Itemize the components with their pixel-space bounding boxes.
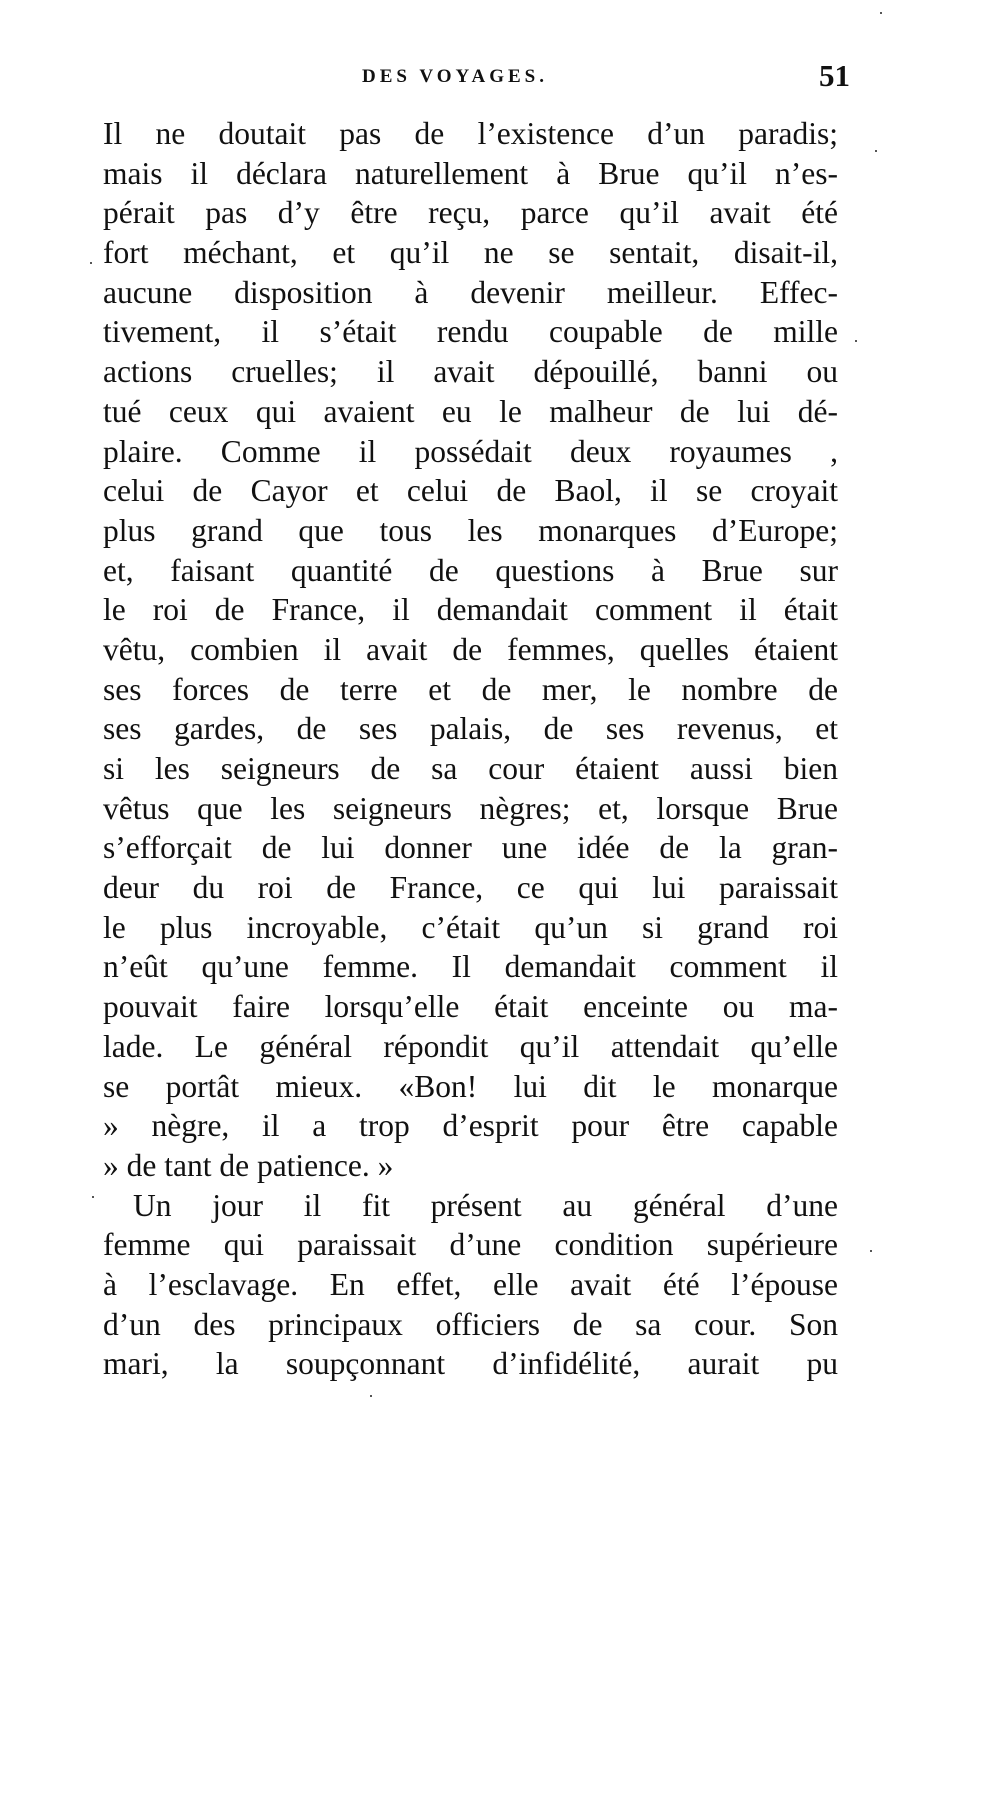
text-line: vêtus que les seigneurs nègres; et, lorsque Brue: [103, 790, 838, 826]
scan-speck: [875, 150, 877, 152]
text-line: pouvait faire lorsqu’elle était enceinte ou ma-: [103, 989, 838, 1025]
text-line: celui de Cayor et celui de Baol, il se croyait: [103, 473, 838, 509]
text-line: lade. Le général répondit qu’il attendait qu’elle: [103, 1028, 838, 1064]
running-head: DES VOYAGES.: [362, 66, 548, 87]
text-line: ses gardes, de ses palais, de ses revenus, et: [103, 711, 838, 747]
scan-speck: [92, 1196, 94, 1198]
text-line: le plus incroyable, c’était qu’un si grand roi: [103, 909, 838, 945]
text-line: plaire. Comme il possédait deux royaumes ,: [103, 433, 838, 469]
scan-speck: [880, 12, 882, 14]
text-line: mari, la soupçonnant d’infidélité, aurait pu: [103, 1346, 838, 1382]
scan-speck: [855, 340, 857, 342]
text-line: si les seigneurs de sa cour étaient aussi bien: [103, 751, 838, 786]
text-line: à l’esclavage. En effet, elle avait été l’épouse: [103, 1266, 838, 1302]
text-line: fort méchant, et qu’il ne se sentait, disait-il,: [103, 235, 838, 271]
text-line: Il ne doutait pas de l’existence d’un paradis;: [103, 116, 838, 151]
text-line: s’efforçait de lui donner une idée de la gran-: [103, 830, 838, 866]
page-number: 51: [819, 58, 850, 93]
text-line: » nègre, il a trop d’esprit pour être capable: [103, 1108, 838, 1144]
scan-speck: [370, 1395, 372, 1397]
text-line: tué ceux qui avaient eu le malheur de lui dé-: [103, 393, 838, 429]
text-line: deur du roi de France, ce qui lui paraissait: [103, 870, 838, 906]
text-line: ses forces de terre et de mer, le nombre de: [103, 671, 838, 707]
text-line: d’un des principaux officiers de sa cour. Son: [103, 1306, 838, 1342]
text-line: tivement, il s’était rendu coupable de mille: [103, 314, 838, 350]
text-line: » de tant de patience. »: [103, 1147, 394, 1183]
text-line: Un jour il fit présent au général d’une: [133, 1187, 838, 1223]
text-line: pérait pas d’y être reçu, parce qu’il avait été: [103, 195, 838, 231]
text-line: plus grand que tous les monarques d’Europe;: [103, 512, 838, 548]
text-line: et, faisant quantité de questions à Brue sur: [103, 552, 838, 588]
text-line: vêtu, combien il avait de femmes, quelles étaient: [103, 631, 838, 667]
text-line: femme qui paraissait d’une condition supérieure: [103, 1227, 838, 1263]
body-text: [103, 114, 838, 1384]
text-line: n’eût qu’une femme. Il demandait comment il: [103, 949, 838, 985]
text-line: actions cruelles; il avait dépouillé, banni ou: [103, 354, 838, 390]
text-line: se portât mieux. «Bon! lui dit le monarque: [103, 1068, 838, 1104]
scan-speck: [870, 1250, 872, 1252]
text-line: mais il déclara naturellement à Brue qu’il n’es-: [103, 155, 838, 191]
text-line: le roi de France, il demandait comment il était: [103, 592, 838, 628]
text-line: aucune disposition à devenir meilleur. Effec-: [103, 274, 838, 310]
scan-speck: [90, 262, 92, 264]
